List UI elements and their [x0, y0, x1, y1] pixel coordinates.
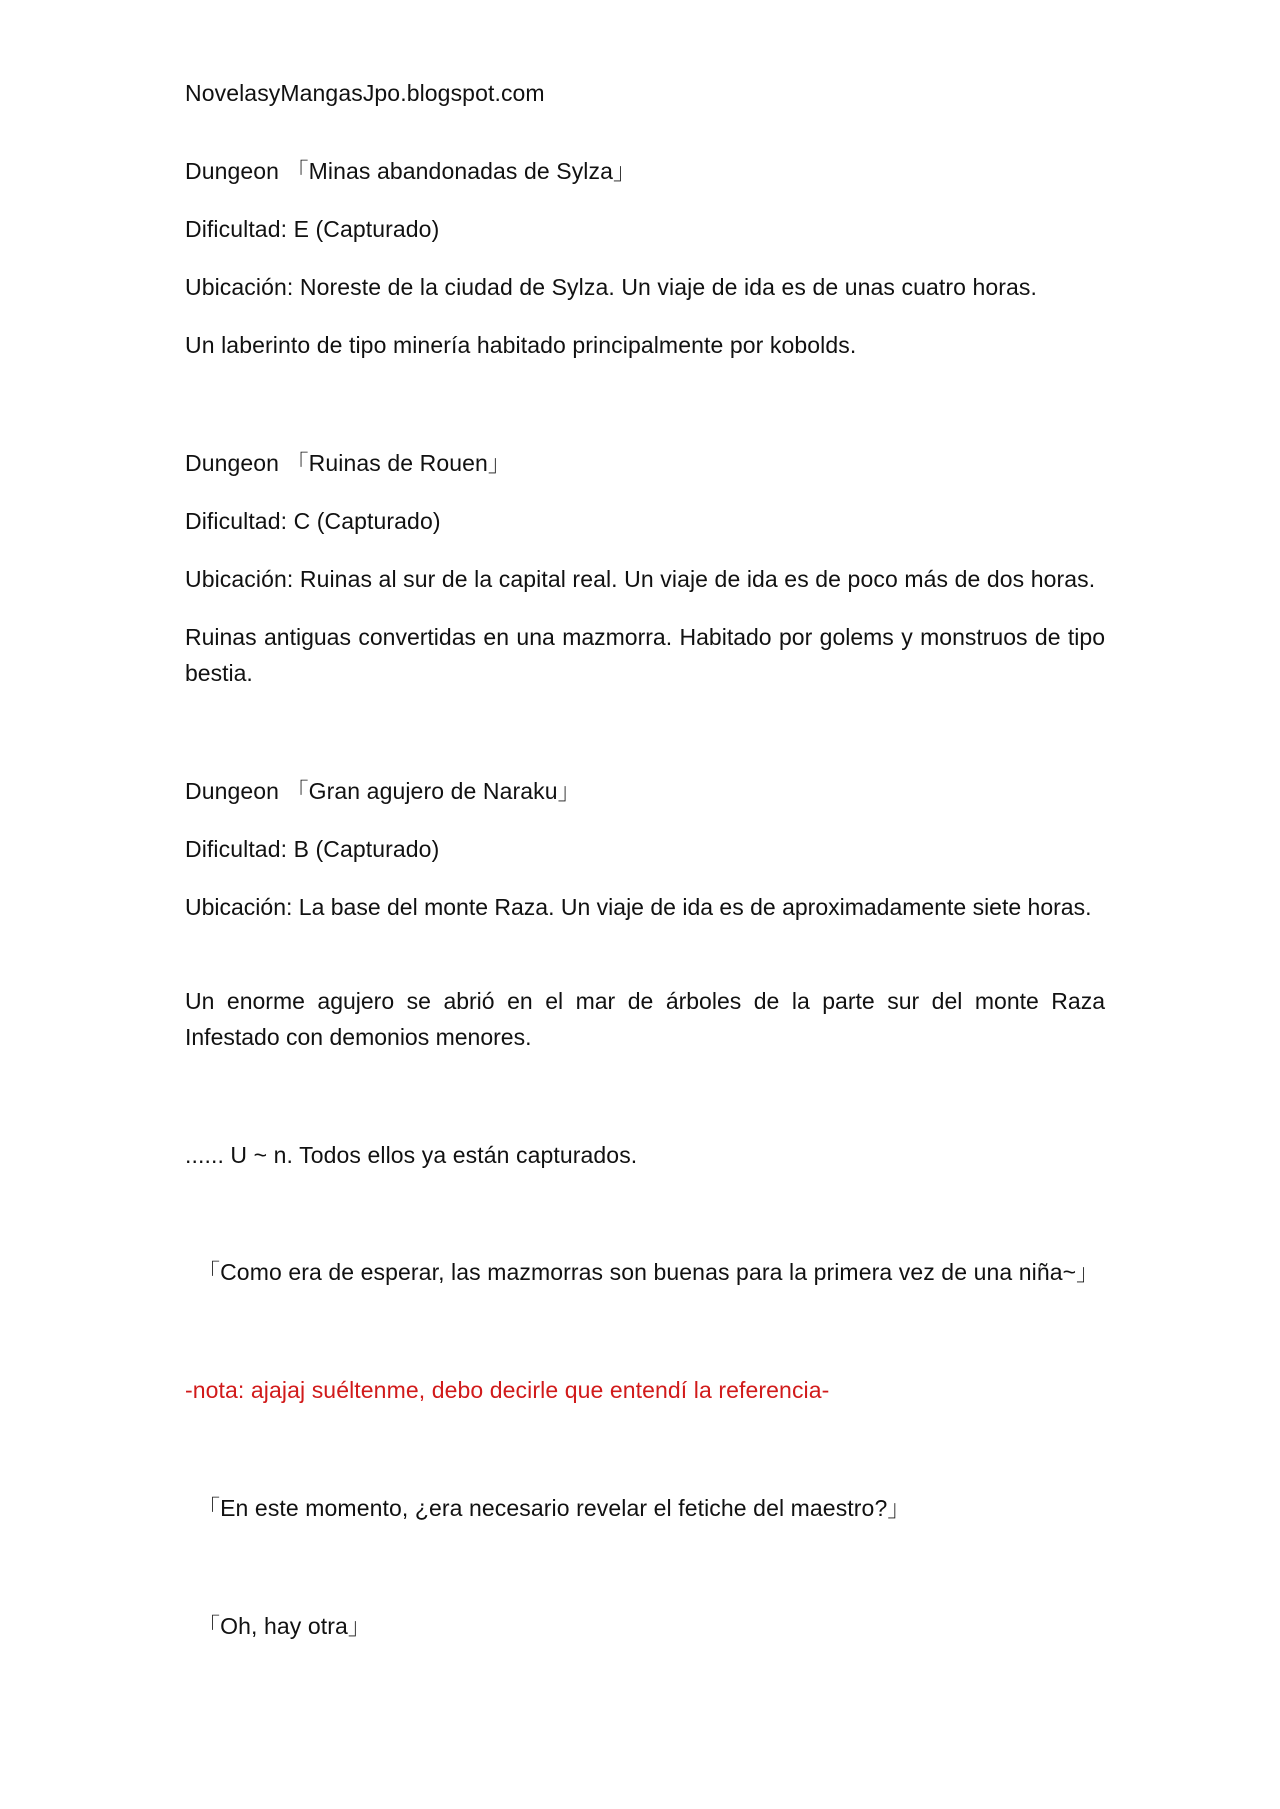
dialogue-line: 「Como era de esperar, las mazmorras son buenas para la primera vez de una niña~」 — [197, 1259, 1100, 1285]
dialogue-line: 「En este momento, ¿era necesario revelar el fetiche del maestro?」 — [197, 1495, 911, 1521]
dungeon-description: Un laberinto de tipo minería habitado principalmente por kobolds. — [185, 332, 857, 358]
dialogue-line: 「Oh, hay otra」 — [197, 1613, 371, 1639]
dungeon-description: Un enorme agujero se abrió en el mar de árboles de la parte sur del monte Raza Infestado con demonios menores. — [185, 988, 1105, 1050]
dungeon-difficulty: Dificultad: C (Capturado) — [185, 508, 441, 534]
narration-line: ...... U ~ n. Todos ellos ya están capturados. — [185, 1142, 638, 1168]
translator-note: -nota: ajajaj suéltenme, debo decirle que entendí la referencia- — [185, 1377, 830, 1403]
dungeon-difficulty: Dificultad: E (Capturado) — [185, 216, 440, 242]
dungeon-location: Ubicación: La base del monte Raza. Un viaje de ida es de aproximadamente siete horas. — [185, 894, 1092, 920]
dungeon-location: Ubicación: Ruinas al sur de la capital real. Un viaje de ida es de poco más de dos horas. — [185, 566, 1096, 592]
site-header: NovelasyMangasJpo.blogspot.com — [185, 80, 545, 106]
dungeon-location: Ubicación: Noreste de la ciudad de Sylza. Un viaje de ida es de unas cuatro horas. — [185, 274, 1038, 300]
dungeon-description: Ruinas antiguas convertidas en una mazmorra. Habitado por golems y monstruos de tipo bestia. — [185, 624, 1105, 686]
dungeon-title: Dungeon 「Gran agujero de Naraku」 — [185, 778, 581, 804]
dungeon-difficulty: Dificultad: B (Capturado) — [185, 836, 440, 862]
dungeon-title: Dungeon 「Ruinas de Rouen」 — [185, 450, 511, 476]
dungeon-title: Dungeon 「Minas abandonadas de Sylza」 — [185, 158, 637, 184]
